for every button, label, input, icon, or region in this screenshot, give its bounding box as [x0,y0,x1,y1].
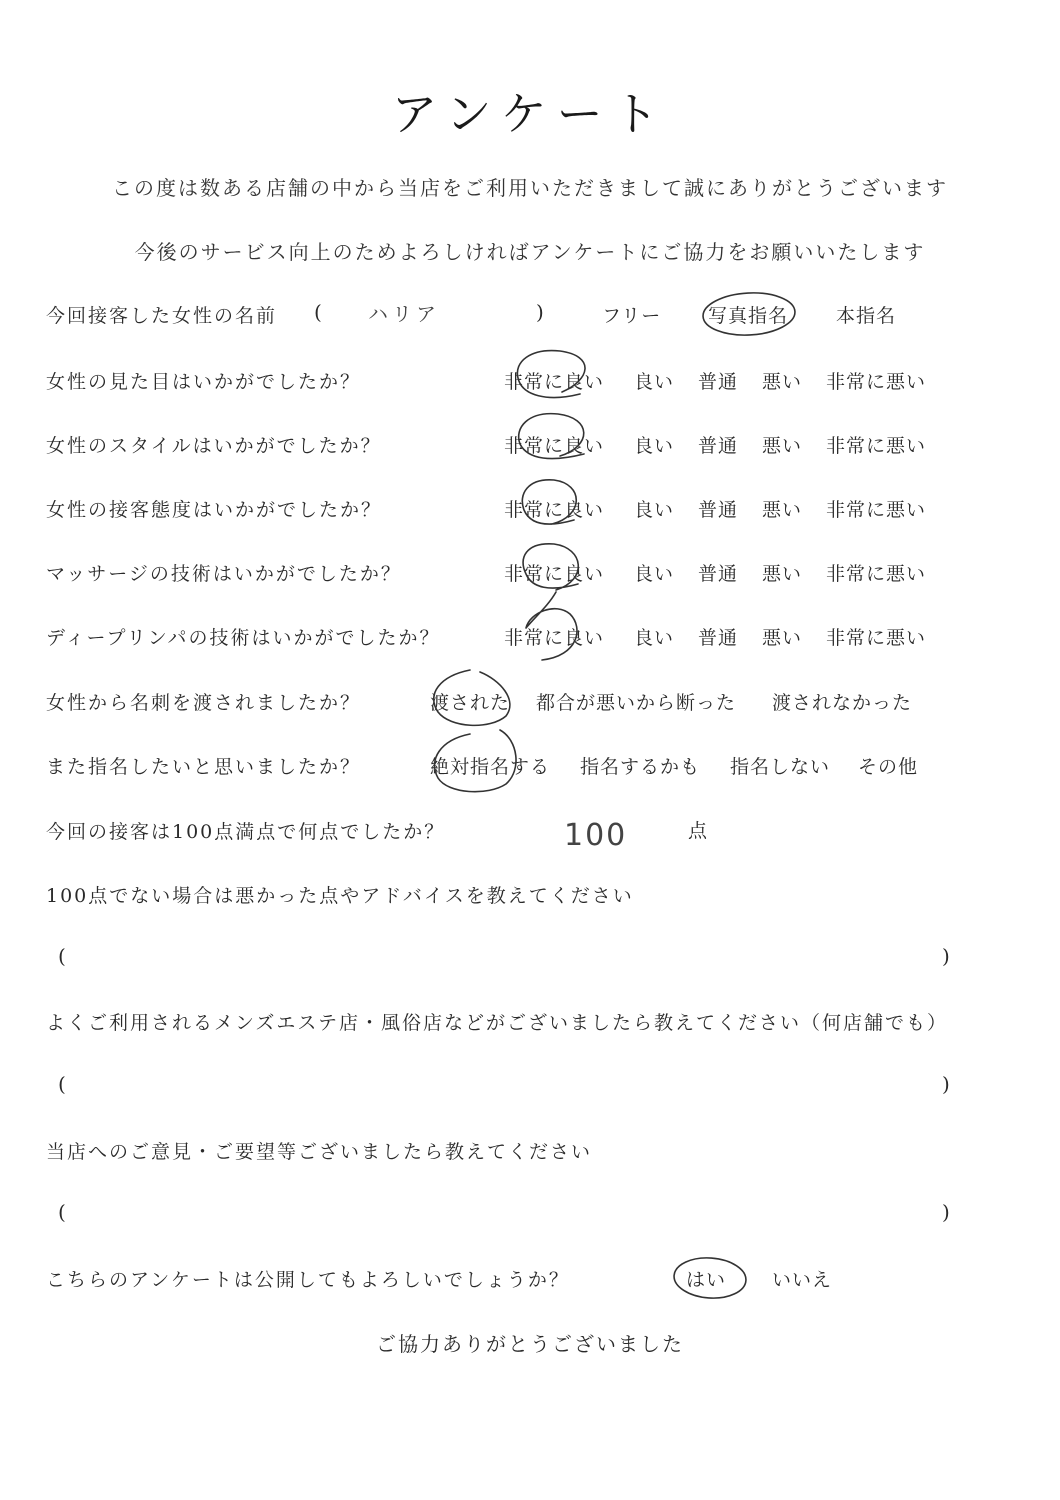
staff-name-answer[interactable]: ハリア [368,302,440,326]
massage-average[interactable]: 普通 [698,563,739,585]
advice-paren-close: ) [942,944,950,968]
attitude-very-good[interactable]: 非常に良い [504,499,605,521]
advice-answer-field[interactable] [80,940,930,974]
lymph-very-good[interactable]: 非常に良い [504,627,605,649]
shops-paren-open: ( [58,1072,66,1096]
question-staff-name: 今回接客した女性の名前 [46,305,278,327]
style-average[interactable]: 普通 [698,435,739,457]
style-bad[interactable]: 悪い [762,435,803,457]
page-title: アンケート [391,87,669,141]
style-good[interactable]: 良い [634,435,675,457]
lymph-good[interactable]: 良い [634,627,675,649]
question-attitude: 女性の接客態度はいかがでしたか？ [46,499,383,521]
name-paren-open: ( [314,300,322,324]
massage-bad[interactable]: 悪い [762,563,803,585]
card-received[interactable]: 渡された [430,692,511,714]
appearance-average[interactable]: 普通 [698,371,739,393]
option-free[interactable]: フリー [602,305,662,327]
opinion-paren-close: ) [942,1200,950,1224]
appearance-bad[interactable]: 悪い [762,371,803,393]
score-unit: 点 [688,820,709,842]
intro-line-2: 今後のサービス向上のためよろしければアンケートにご協力をお願いいたします [134,240,926,264]
style-very-bad[interactable]: 非常に悪い [826,435,927,457]
closing-message: ご協力ありがとうございました [376,1332,684,1356]
again-other[interactable]: その他 [858,756,919,778]
again-maybe[interactable]: 指名するかも [580,756,701,778]
question-score: 今回の接客は100点満点で何点でしたか？ [46,821,446,843]
question-lymph: ディープリンパの技術はいかがでしたか？ [46,627,441,649]
attitude-good[interactable]: 良い [634,499,675,521]
lymph-bad[interactable]: 悪い [762,627,803,649]
question-other-shops: よくご利用されるメンズエステ店・風俗店などがございましたら教えてください（何店舗でも） [46,1012,949,1034]
style-very-good[interactable]: 非常に良い [504,435,605,457]
card-not-received[interactable]: 渡されなかった [772,692,913,714]
question-nominate-again: また指名したいと思いましたか？ [46,756,362,778]
question-advice: 100点でない場合は悪かった点やアドバイスを教えてください [46,885,634,907]
advice-paren-open: ( [58,944,66,968]
again-no[interactable]: 指名しない [730,756,831,778]
attitude-bad[interactable]: 悪い [762,499,803,521]
massage-very-bad[interactable]: 非常に悪い [826,563,927,585]
option-main-nomination[interactable]: 本指名 [836,305,897,327]
question-publish: こちらのアンケートは公開してもよろしいでしょうか？ [46,1269,570,1291]
question-style: 女性のスタイルはいかがでしたか？ [46,435,382,457]
publish-yes[interactable]: はい [686,1269,727,1291]
lymph-very-bad[interactable]: 非常に悪い [826,627,927,649]
opinion-paren-open: ( [58,1200,66,1224]
lymph-average[interactable]: 普通 [698,627,739,649]
question-appearance: 女性の見た目はいかがでしたか？ [46,371,362,393]
question-business-card: 女性から名刺を渡されましたか？ [46,692,362,714]
intro-line-1: この度は数ある店舗の中から当店をご利用いただきまして誠にありがとうございます [112,176,948,200]
publish-no[interactable]: いいえ [772,1269,833,1291]
question-opinion: 当店へのご意見・ご要望等ございましたら教えてください [46,1141,593,1163]
appearance-very-good[interactable]: 非常に良い [504,371,605,393]
opinion-answer-field[interactable] [80,1196,930,1230]
shops-answer-field[interactable] [80,1068,930,1102]
question-massage: マッサージの技術はいかがでしたか？ [46,563,402,585]
name-paren-close: ) [536,300,544,324]
massage-very-good[interactable]: 非常に良い [504,563,605,585]
shops-paren-close: ) [942,1072,950,1096]
appearance-good[interactable]: 良い [634,371,675,393]
again-definitely[interactable]: 絶対指名する [430,756,551,778]
attitude-very-bad[interactable]: 非常に悪い [826,499,927,521]
score-answer[interactable]: 100 [564,818,628,853]
massage-good[interactable]: 良い [634,563,675,585]
card-declined[interactable]: 都合が悪いから断った [536,692,737,714]
attitude-average[interactable]: 普通 [698,499,739,521]
appearance-very-bad[interactable]: 非常に悪い [826,371,927,393]
option-photo-nomination[interactable]: 写真指名 [708,305,789,327]
